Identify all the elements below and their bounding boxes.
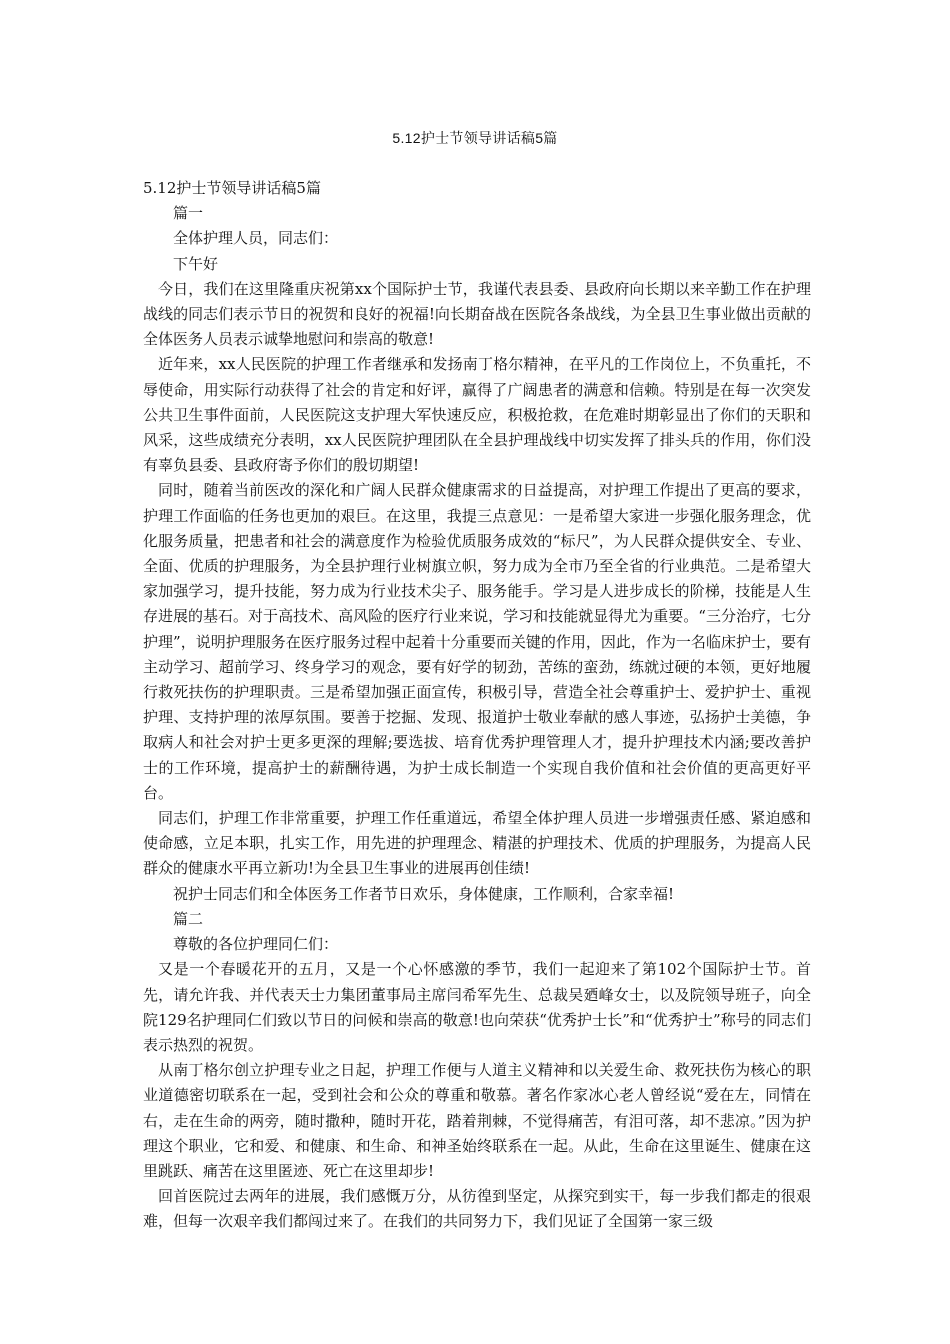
- paragraph: 今日，我们在这里隆重庆祝第xx个国际护士节，我谨代表县委、县政府向长期以来辛勤工作在护理战线的同志们表示节日的祝贺和良好的祝福!向长期奋战在医院各条战线，为全县卫生事业做出贡献的全体医务人员表示诚挚地慰问和崇高的敬意!: [143, 279, 811, 349]
- salutation: 全体护理人员，同志们：: [173, 229, 339, 248]
- salutation: 尊敬的各位护理同仁们：: [173, 935, 339, 954]
- paragraph: 同志们，护理工作非常重要，护理工作任重道远，希望全体护理人员进一步增强责任感、紧迫感和使命感，立足本职，扎实工作，用先进的护理理念、精湛的护理技术、优质的护理服务，为提高人民群众的健康水平再立新功!为全县卫生事业的进展再创佳绩!: [143, 809, 811, 878]
- section-heading: 篇一: [173, 204, 204, 223]
- paragraph: 同时，随着当前医改的深化和广阔人民群众健康需求的日益提高，对护理工作提出了更高的要求，护理工作面临的任务也更加的艰巨。在这里，我提三点意见：一是希望大家进一步强化服务理念，优化服务质量，把患者和社会的满意度作为检验优质服务成效的“标尺”，为人民群众提供安全、专业、全面、优质的护理服务，为全县护理行业树旗立帜，努力成为全市乃至全省的行业典范。二是希望大家加强学习，提升技能，努力成为行业技术尖子、服务能手。学习是人进步成长的阶梯，技能是人生存进展的基石。对于高技术、高风险的医疗行业来说，学习和技能就显得尤为重要。“三分治疗，七分护理”，说明护理服务在医疗服务过程中起着十分重要而关键的作用，因此，作为一名临床护士，要有主动学习、超前学习、终身学习的观念，要有好学的韧劲，苦练的蛮劲，练就过硬的本领，更好地履行救死扶伤的护理职责。三是希望加强正面宣传，积极引导，营造全社会尊重护士、爱护护士、重视护理、支持护理的浓厚氛围。要善于挖掘、发现、报道护士敬业奉献的感人事迹，弘扬护士美德，争取病人和社会对护士更多更深的理解;要选拔、培育优秀护理管理人才，提升护理技术内涵;要改善护士的工作环境，提高护士的薪酬待遇，为护士成长制造一个实现自我价值和社会价值的更高更好平台。: [143, 481, 811, 802]
- paragraph: 又是一个春暖花开的五月，又是一个心怀感激的季节，我们一起迎来了第102个国际护士节。首先，请允许我、并代表天士力集团董事局主席闫希军先生、总裁吴廼峰女士，以及院领导班子，向全院129名护理同仁们致以节日的问候和崇高的敬意!也向荣获“优秀护士长”和“优秀护士”称号的同志们表示热烈的祝贺。: [143, 960, 811, 1054]
- section-heading: 篇二: [173, 909, 204, 928]
- document-body: [143, 176, 811, 1235]
- paragraph: 近年来，xx人民医院的护理工作者继承和发扬南丁格尔精神，在平凡的工作岗位上，不负重托，不辱使命，用实际行动获得了社会的肯定和好评，赢得了广阔患者的满意和信赖。特别是在每一次突发公共卫生事件面前，人民医院这支护理大军快速反应，积极抢救，在危难时期彰显出了你们的天职和风采，这些成绩充分表明，xx人民医院护理团队在全县护理战线中切实发挥了排头兵的作用，你们没有辜负县委、县政府寄予你们的殷切期望!: [143, 355, 811, 475]
- document-subtitle: 5.12护士节领导讲话稿5篇: [143, 179, 321, 197]
- document-title: 5.12护士节领导讲话稿5篇: [392, 130, 558, 146]
- paragraph: 回首医院过去两年的进展，我们感慨万分，从彷徨到坚定，从探究到实干，每一步我们都走的很艰难，但每一次艰辛我们都闯过来了。在我们的共同努力下，我们见证了全国第一家三级: [143, 1187, 811, 1231]
- paragraph: 从南丁格尔创立护理专业之日起，护理工作便与人道主义精神和以关爱生命、救死扶伤为核心的职业道德密切联系在一起，受到社会和公众的尊重和敬慕。著名作家冰心老人曾经说“爱在左，同情在右，走在生命的两旁，随时撒种，随时开花，踏着荆棘，不觉得痛苦，有泪可落，却不悲凉。”因为护理这个职业，它和爱、和健康、和生命、和神圣始终联系在一起。从此，生命在这里诞生、健康在这里跳跃、痛苦在这里匿迹、死亡在这里却步!: [143, 1061, 811, 1180]
- greeting: 下午好: [173, 254, 219, 273]
- paragraph: 祝护士同志们和全体医务工作者节日欢乐，身体健康，工作顺利，合家幸福!: [173, 884, 675, 903]
